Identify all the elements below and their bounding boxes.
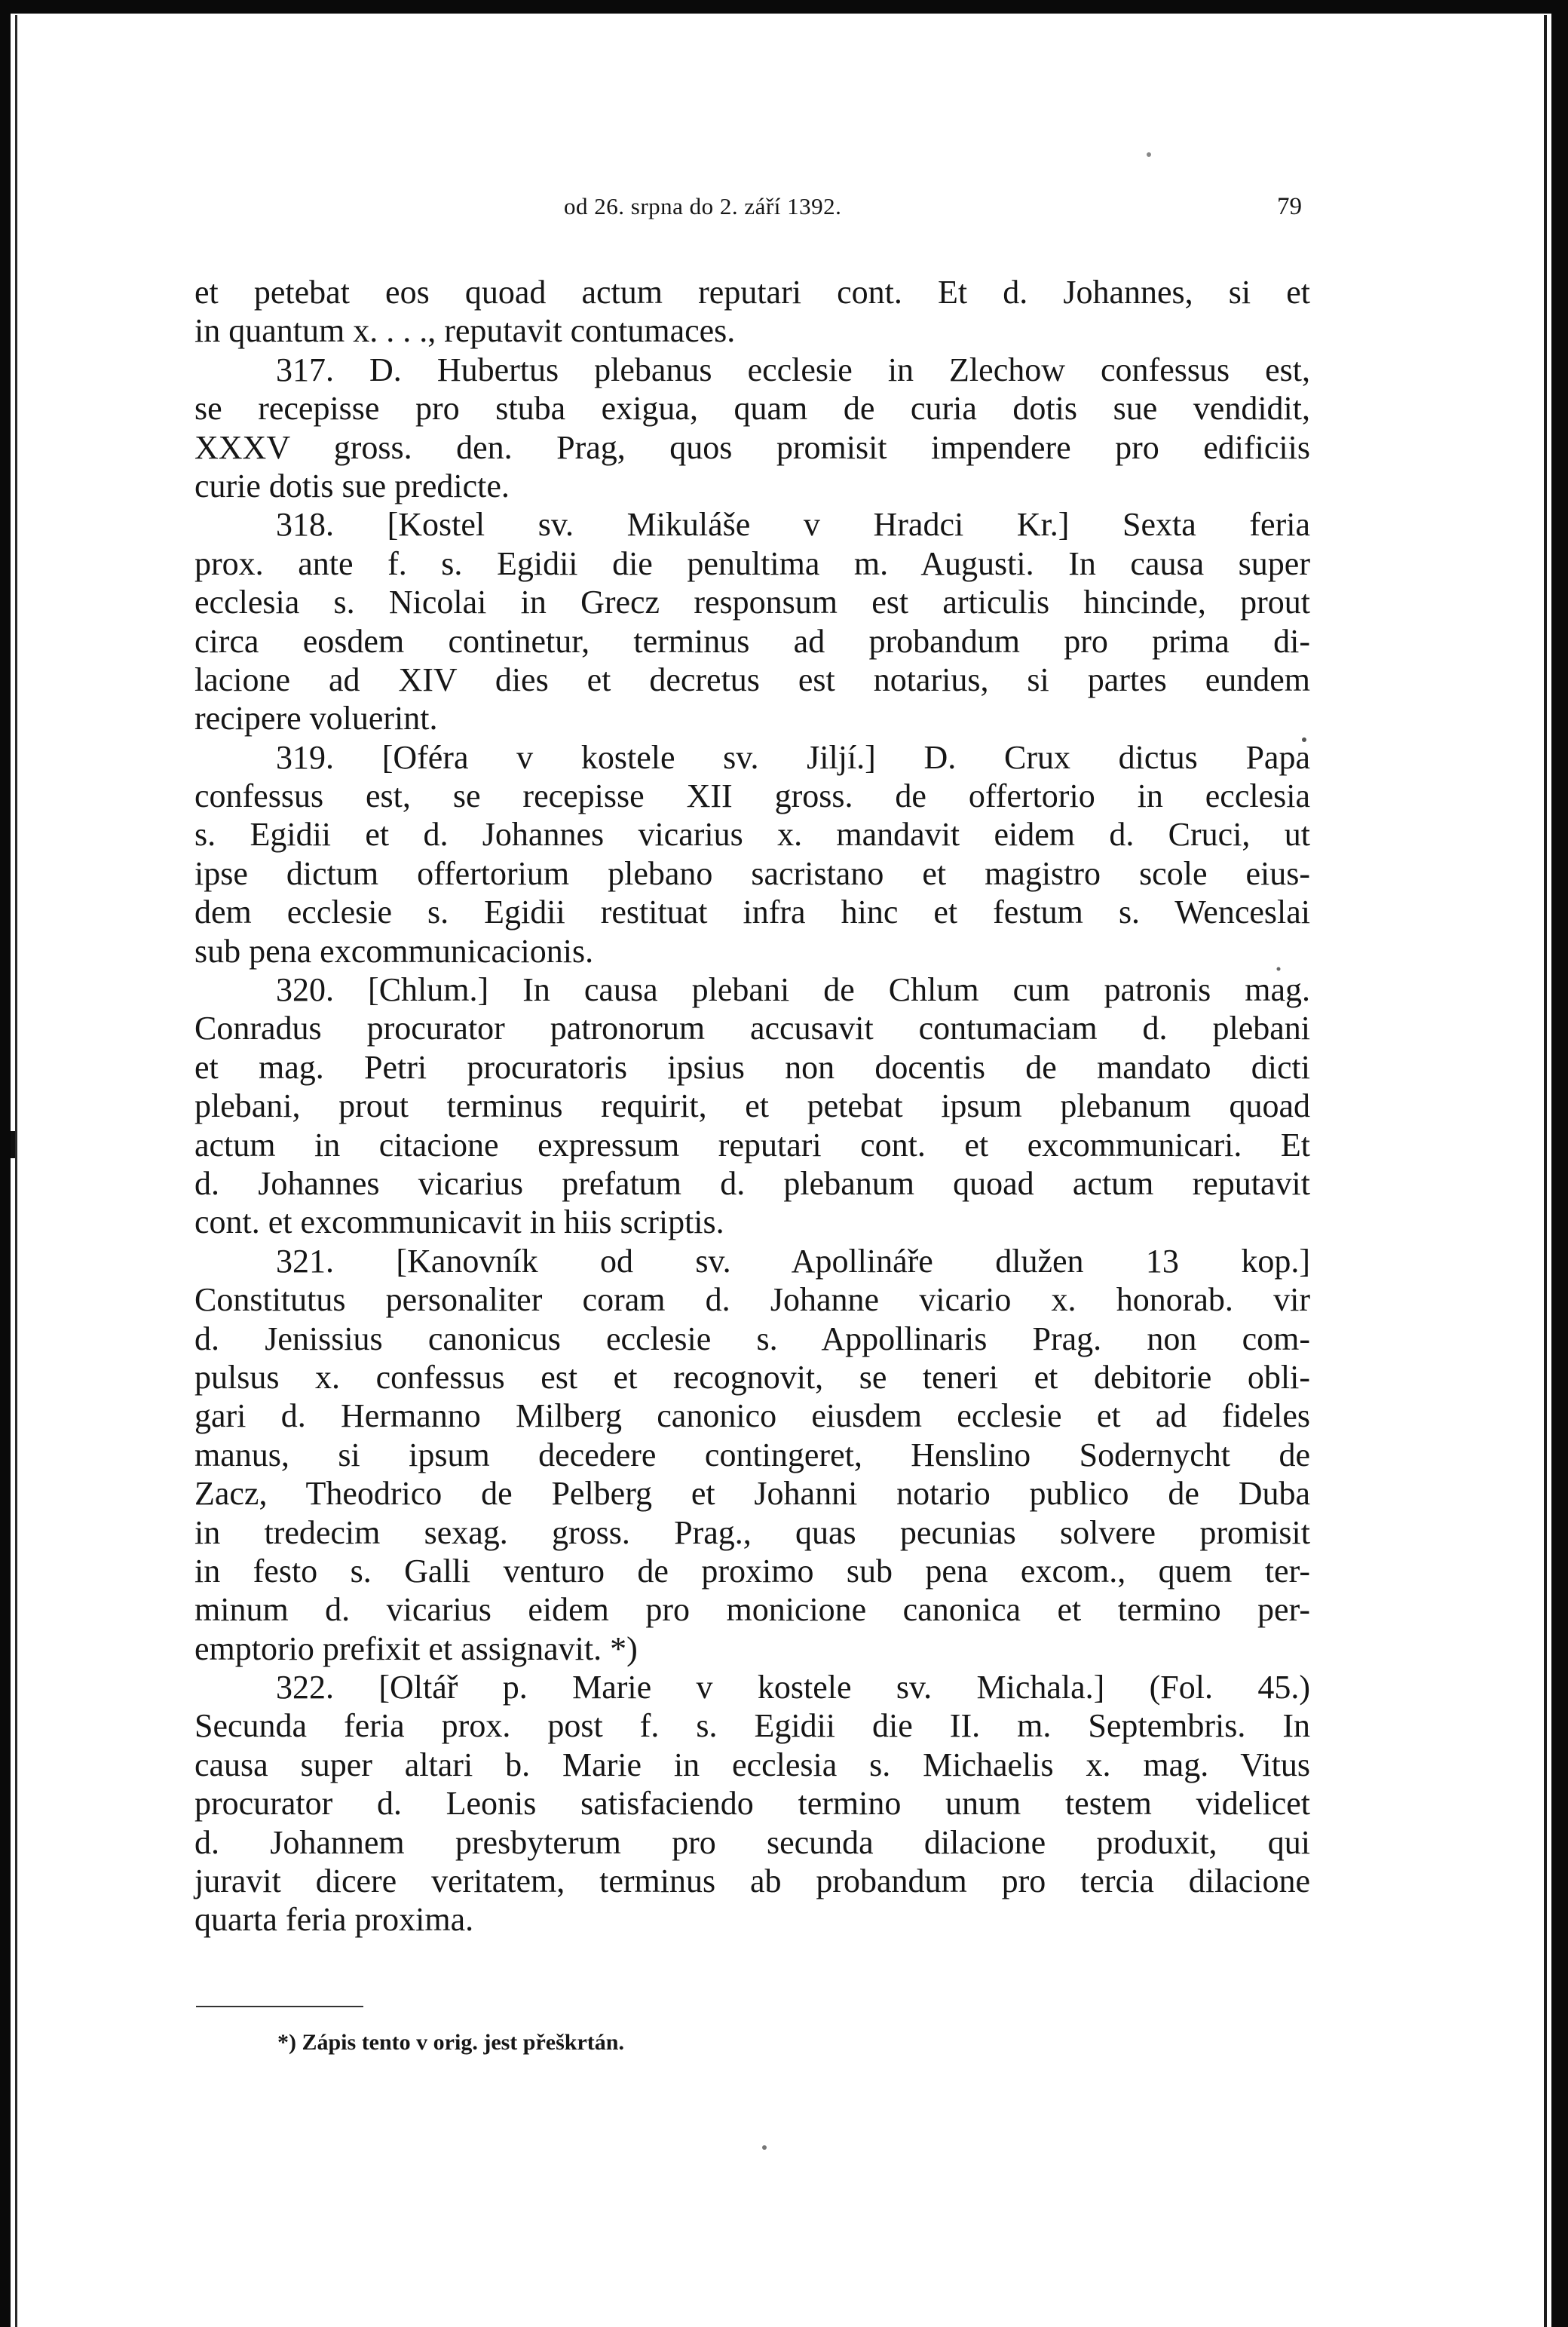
text-line: circa eosdem continetur, terminus ad probandum pro prima di- xyxy=(194,622,1310,660)
entry-321-start: 321. [Kanovník od sv. Apollináře dlužen 13 kop.] xyxy=(276,1242,1310,1280)
text-line: ipse dictum offertorium plebano sacristano et magistro scole eius- xyxy=(194,854,1310,892)
text-line: lacione ad XIV dies et decretus est notarius, si partes eundem xyxy=(194,661,1310,698)
scan-speck xyxy=(11,1131,15,1158)
text-line: cont. et excommunicavit in hiis scriptis. xyxy=(194,1203,724,1241)
text-line: Conradus procurator patronorum accusavit contumaciam d. plebani xyxy=(194,1010,1310,1047)
text-line: minum d. vicarius eidem pro monicione canonica et termino per- xyxy=(194,1591,1310,1629)
entry-320-start: 320. [Chlum.] In causa plebani de Chlum cum patronis mag. xyxy=(276,971,1310,1009)
text-line: XXXV gross. den. Prag, quos promisit impendere pro edificiis xyxy=(194,428,1310,466)
footnote: *) Zápis tento v orig. jest přeškrtán. xyxy=(277,2030,624,2055)
scan-speck xyxy=(762,2145,767,2150)
text-line: gari d. Hermanno Milberg canonico eiusdem ecclesie et ad fideles xyxy=(194,1397,1310,1435)
text-line: confessus est, se recepisse XII gross. de offertorio in ecclesia xyxy=(194,777,1310,815)
entry-317-start: 317. D. Hubertus plebanus ecclesie in Zlechow confessus est, xyxy=(276,351,1310,388)
text-line: dem ecclesie s. Egidii restituat infra hinc et festum s. Wenceslai xyxy=(194,894,1310,931)
text-line: s. Egidii et d. Johannes vicarius x. mandavit eidem d. Cruci, ut xyxy=(194,816,1310,854)
footnote-rule xyxy=(196,2006,363,2007)
entry-319-start: 319. [Oféra v kostele sv. Jiljí.] D. Crux dictus Papa xyxy=(276,738,1310,776)
text-line: d. Jenissius canonicus ecclesie s. Appollinaris Prag. non com- xyxy=(194,1320,1310,1357)
text-line: recipere voluerint. xyxy=(194,700,438,737)
text-line: manus, si ipsum decedere contingeret, Henslino Sodernycht de xyxy=(194,1436,1310,1473)
text-line: procurator d. Leonis satisfaciendo termino unum testem videlicet xyxy=(194,1785,1310,1823)
text-line: se recepisse pro stuba exigua, quam de curia dotis sue vendidit, xyxy=(194,390,1310,428)
text-line: prox. ante f. s. Egidii die penultima m. Augusti. In causa super xyxy=(194,544,1310,582)
text-line: in festo s. Galli venturo de proximo sub pena excom., quem ter- xyxy=(194,1552,1310,1590)
entry-318-start: 318. [Kostel sv. Mikuláše v Hradci Kr.] Sexta feria xyxy=(276,506,1310,544)
text-line: causa super altari b. Marie in ecclesia s. Michaelis x. mag. Vitus xyxy=(194,1746,1310,1783)
text-line: d. Johannem presbyterum pro secunda dilacione produxit, qui xyxy=(194,1823,1310,1861)
text-line: juravit dicere veritatem, terminus ab probandum pro tercia dilacione xyxy=(194,1863,1310,1900)
text-line: sub pena excommunicacionis. xyxy=(194,932,594,970)
text-line: quarta feria proxima. xyxy=(194,1901,474,1939)
text-line: Zacz, Theodrico de Pelberg et Johanni notario publico de Duba xyxy=(194,1475,1310,1513)
scan-speck xyxy=(1147,152,1151,157)
text-line: Constitutus personaliter coram d. Johanne vicario x. honorab. vir xyxy=(194,1281,1310,1319)
text-line: Secunda feria prox. post f. s. Egidii die II. m. Septembris. In xyxy=(194,1707,1310,1745)
text-line: in quantum x. . . ., reputavit contumaces. xyxy=(194,312,736,350)
text-line: et petebat eos quoad actum reputari cont. Et d. Johannes, si et xyxy=(194,274,1310,311)
text-line: plebani, prout terminus requirit, et petebat ipsum plebanum quoad xyxy=(194,1087,1310,1125)
text-line: emptorio prefixit et assignavit. *) xyxy=(194,1630,638,1667)
text-line: curie dotis sue predicte. xyxy=(194,467,510,504)
body-text xyxy=(194,273,1310,1939)
text-line: et mag. Petri procuratoris ipsius non docentis de mandato dicti xyxy=(194,1048,1310,1086)
running-head: od 26. srpna do 2. září 1392. xyxy=(564,193,842,219)
text-line: pulsus x. confessus est et recognovit, se teneri et debitorie obli- xyxy=(194,1358,1310,1396)
text-line: d. Johannes vicarius prefatum d. plebanum quoad actum reputavit xyxy=(194,1164,1310,1202)
entry-322-start: 322. [Oltář p. Marie v kostele sv. Michala.] (Fol. 45.) xyxy=(276,1669,1310,1706)
page-number: 79 xyxy=(1277,193,1302,220)
text-line: in tredecim sexag. gross. Prag., quas pecunias solvere promisit xyxy=(194,1513,1310,1551)
text-line: actum in citacione expressum reputari cont. et excommunicari. Et xyxy=(194,1126,1310,1164)
text-line: ecclesia s. Nicolai in Grecz responsum est articulis hincinde, prout xyxy=(194,584,1310,621)
